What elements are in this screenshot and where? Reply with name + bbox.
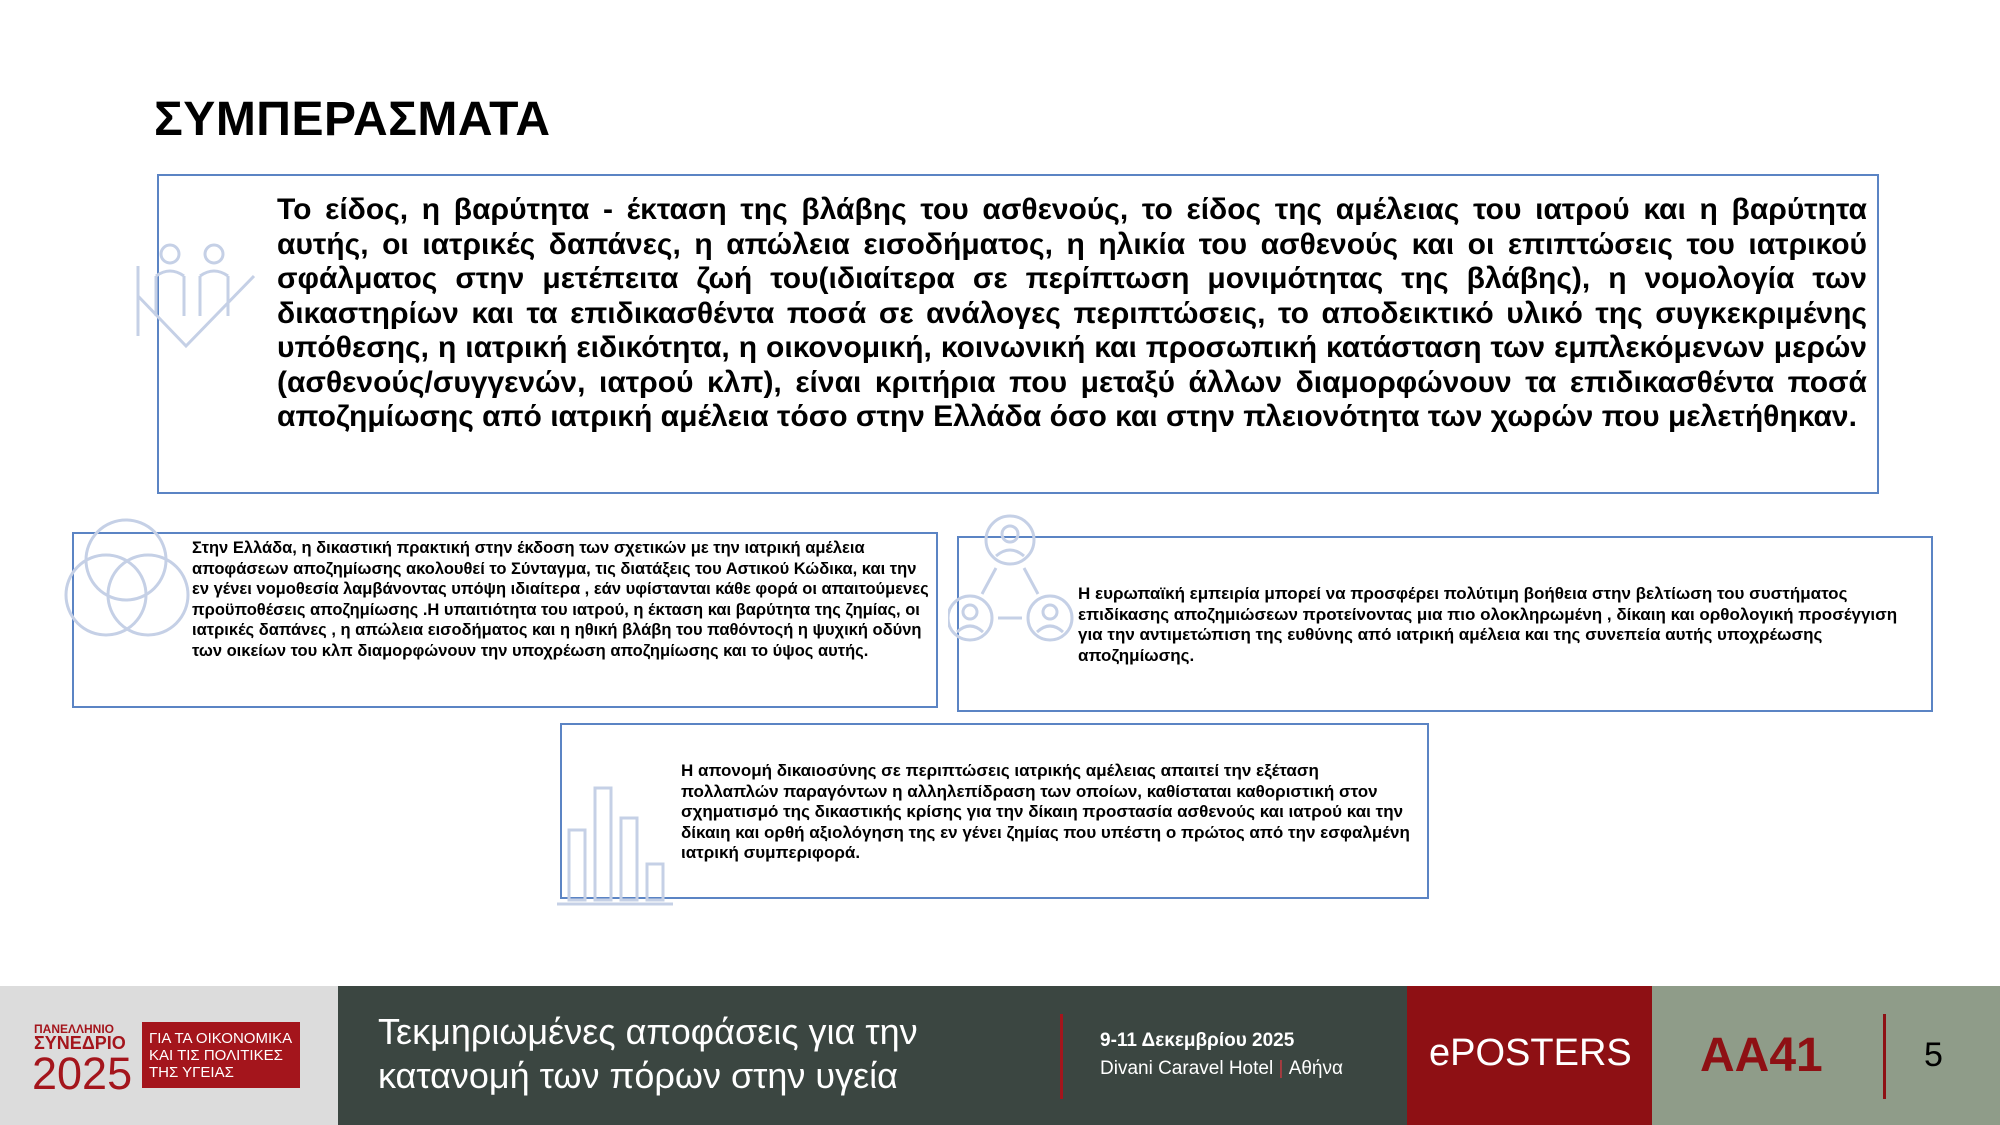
- code-divider: [1883, 1014, 1886, 1099]
- eposters-label: ePOSTERS: [1429, 1032, 1632, 1074]
- greece-practice-text: Στην Ελλάδα, η δικαστική πρακτική στην έκδοση των σχετικών με την ιατρική αμέλεια αποφάσεων αποζημίωσης ακολουθεί το Σύνταγμα, τις διατάξεις του Αστικού Κώδικα, και την εν γένει νομοθεσία λαμβάνοντας υπόψη ιδιαίτερα , εάν υφίστανται κάθε φορά οι απαιτούμενες προϋποθέσεις αποζημίωσης .Η υπαιτιότητα του ιατρού, η έκταση και βαρύτητα της ζημίας, οι ιατρικές δαπάνες , η απώλεια εισοδήματος και η ηθική βλάβη του παθόντοςή η ψυχική οδύνη των οικείων του κλπ διαμορφώνουν την υποχρέωση αποζημίωσης και το ύψος αυτής.: [192, 539, 929, 660]
- page-number: 5: [1924, 1036, 1943, 1074]
- logo-line1: ΠΑΝΕΛΛΗΝΙΟ: [34, 1022, 115, 1036]
- venue-name: Divani Caravel Hotel: [1100, 1058, 1274, 1079]
- conference-topic: [338, 986, 1407, 1125]
- logo-subtitle-line: ΚΑΙ ΤΙΣ ΠΟΛΙΤΙΚΕΣ: [149, 1047, 283, 1064]
- logo-subtitle-line: ΓΙΑ ΤΑ ΟΙΚΟΝΟΜΙΚΑ: [149, 1030, 293, 1047]
- topic-text: [378, 1010, 918, 1098]
- poster-code: AA41: [1700, 1029, 1823, 1082]
- poster-code-block: [1652, 986, 2000, 1125]
- eposters-label-block: [1407, 986, 1652, 1125]
- venue-city: Αθήνα: [1288, 1058, 1343, 1079]
- logo-year: 2025: [32, 1048, 133, 1099]
- topic-line: Τεκμηριωμένες αποφάσεις για την: [378, 1011, 918, 1052]
- people-icon: [136, 236, 256, 356]
- main-conclusion-text: Το είδος, η βαρύτητα - έκταση της βλάβης του ασθενούς, το είδος της αμέλειας του ιατρού και η βαρύτητα αυτής, οι ιατρικές δαπάνες, η απώλεια εισοδήματος, η ηλικία του ασθενούς και οι επιπτώσεις του ιατρικού σφάλματος στην μετέπειτα ζωή του(ιδιαίτερα σε περίπτωση μονιμότητας της βλάβης), η νομολογία των δικαστηρίων και τα επιδικασθέντα ποσά σε ανάλογες περιπτώσεις, το αποδεικτικό υλικό της συγκεκριμένης υπόθεσης, η ιατρική ειδικότητα, η οικονομική, κοινωνική και προσωπική κατάσταση των εμπλεκόμενων μερών (ασθενούς/συγγενών, ιατρού κλπ), είναι κριτήρια που μεταξύ άλλων διαμορφώνουν τα επιδικασθέντα ποσά αποζημίωσης από ιατρική αμέλεια τόσο στην Ελλάδα όσο και στην πλειονότητα των χωρών που μελετήθηκαν.: [277, 193, 1867, 433]
- logo-line2: ΣΥΝΕΔΡΙΟ: [34, 1033, 126, 1053]
- justice-text: Η απονομή δικαιοσύνης σε περιπτώσεις ιατρικής αμέλειας απαιτεί την εξέταση πολλαπλών παραγόντων η αλληλεπίδραση των οποίων, καθίσταται καθοριστική στον σχηματισμό της δικαστικής κρίσης για την δίκαιη προστασία ασθενούς και ιατρού και την δίκαιη και ορθή αξιολόγηση της εν γένει ζημίας που υπέστη ο πρώτος από την εσφαλμένη ιατρική συμπεριφορά.: [681, 761, 1410, 862]
- footer-divider: [1060, 1014, 1063, 1099]
- network-people-icon: [948, 510, 1078, 650]
- footer-banner: [0, 986, 2000, 1125]
- conference-venue: [1100, 1058, 1343, 1080]
- bar-chart-icon: [555, 780, 675, 920]
- venn-circles-icon: [64, 510, 194, 650]
- logo-subtitle-line: ΤΗΣ ΥΓΕΙΑΣ: [149, 1064, 234, 1081]
- topic-line: κατανομή των πόρων στην υγεία: [378, 1055, 898, 1096]
- venue-separator: |: [1278, 1058, 1284, 1079]
- european-experience-text: Η ευρωπαϊκή εμπειρία μπορεί να προσφέρει πολύτιμη βοήθεια στην βελτίωση του συστήματος επιδίκασης αποζημιώσεων προτείνοντας μια πιο ολοκληρωμένη , δίκαιη και ορθολογική προσέγγιση για την αντιμετώπιση της ευθύνης από ιατρική αμέλεια και της συνεπεία αυτής υποχρέωσης αποζημίωσης.: [1078, 584, 1898, 665]
- page-title: ΣΥΜΠΕΡΑΣΜΑΤΑ: [154, 93, 551, 146]
- conference-logo: [0, 986, 338, 1125]
- logo-subtitle: [142, 1022, 300, 1088]
- conference-date: 9-11 Δεκεμβρίου 2025: [1100, 1030, 1295, 1051]
